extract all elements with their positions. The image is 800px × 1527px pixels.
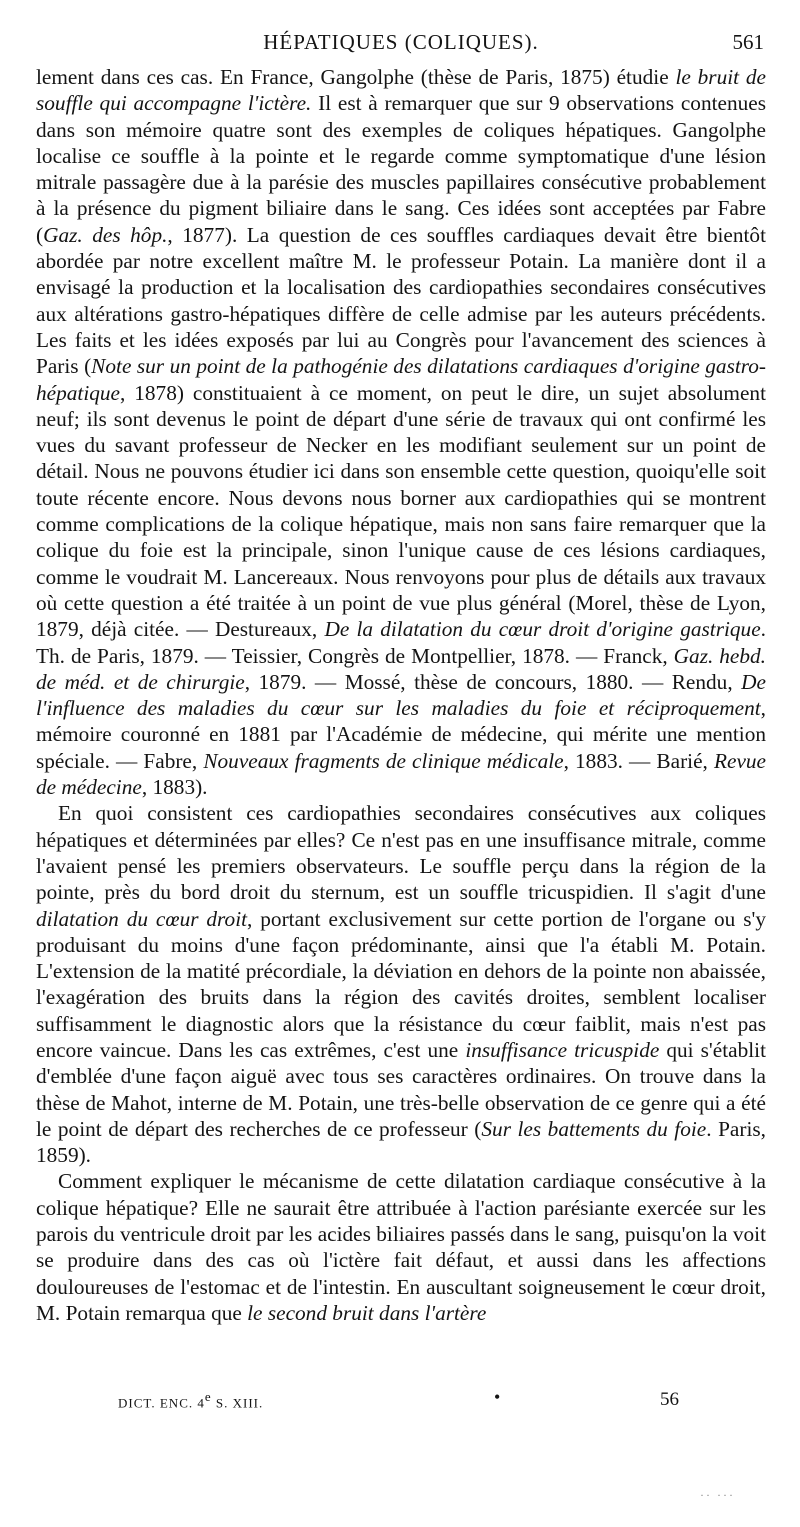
italic-run: dilatation du cœur droit <box>36 906 248 931</box>
italic-run: De l'influence des maladies du cœur sur les maladies du foie et réciproquement <box>36 669 766 721</box>
text-run: , 1878) constituaient à ce moment, on peut le dire, un sujet absolument neuf; ils sont devenus le point de départ d'une série de travaux qui ont confirmé les vues du savant professeur de Necker en les modifiant seulement sur un point de détail. Nous ne pouvons étudier ici dans son ensemble cette question, quoiqu'elle soit toute récente encore. Nous devons nous borner aux cardiopathies qui se montrent comme complications de la colique hépatique, mais non sans faire remarquer que la colique du foie est la principale, sinon l'unique cause de ces lésions cardiaques, comme le voudrait M. Lancereaux. Nous renvoyons pour plus de détails aux travaux où cette question a été traitée à un point de vue plus général (Morel, thèse de Lyon, 1879, déjà citée. — Destureaux, <box>36 380 766 642</box>
text-run: , 1883). <box>141 775 208 800</box>
text-run: Il est à remarquer que sur 9 observations contenues dans son mémoire quatre sont des exemples de coliques hépatiques. Gangolphe localise ce souffle à la pointe et le regarde comme symptomatique d'une lésion mitrale passagère due à la parésie des muscles papillaires consécutive probablement à la présence du pigment biliaire dans le sang. Ces idées sont acceptées par Fabre ( <box>36 91 766 247</box>
document-page <box>36 26 766 1326</box>
body-text <box>36 64 766 1326</box>
text-run: , 1883. — Barié, <box>563 748 714 773</box>
italic-run: Sur les battements du foie <box>481 1116 707 1141</box>
text-run: , portant exclusivement sur cette portion de l'organe ou s'y produisant du moins d'une façon prédominante, ainsi que l'a établi M. Potain. L'extension de la matité précordiale, la déviation en dehors de la pointe non abaissée, l'exagération des bruits dans la région des cavités droites, semblent localiser suffisamment le diagnostic alors que la résistance du cœur faiblit, mais n'est pas encore vaincue. Dans les cas extrêmes, c'est une <box>36 906 766 1062</box>
italic-run: insuffisance tricuspide <box>465 1037 660 1062</box>
signature-dot: • <box>494 1387 501 1407</box>
italic-run: Gaz. hebd. de méd. et de chirurgie <box>36 643 767 694</box>
paragraph <box>36 64 766 800</box>
italic-run: Nouveaux fragments de clinique médicale <box>203 748 564 773</box>
text-run: . Paris, 1859). <box>36 1116 766 1168</box>
italic-run: Gaz. des hôp. <box>43 222 168 247</box>
text-run: . Th. de Paris, 1879. — Teissier, Congrès de Montpellier, 1878. — Franck, <box>36 617 766 668</box>
stray-ink-marks: ·· ··· <box>700 1488 735 1502</box>
italic-run: le bruit de souffle qui accompagne l'ictère. <box>36 65 766 116</box>
printer-signature: DICT. ENC. 4e S. XIII. <box>118 1389 264 1411</box>
text-run: , 1879. — Mossé, thèse de concours, 1880. — Rendu, <box>244 669 742 694</box>
signature-number: 56 <box>660 1389 679 1410</box>
page-footer <box>36 1389 766 1415</box>
text-run: qui s'établit d'emblée d'une façon aiguë avec tous ses caractères ordinaires. On trouve dans la thèse de Mahot, interne de M. Potain, une très-belle observation de ce genre qui a été le point de départ des recherches de ce professeur ( <box>36 1037 766 1141</box>
page-header <box>36 26 766 64</box>
text-run: , mémoire couronné en 1881 par l'Académie de médecine, qui mérite une mention spéciale. — Fabre, <box>36 696 766 773</box>
text-run: lement dans ces cas. En France, Gangolphe (thèse de Paris, 1875) étudie <box>36 65 676 89</box>
running-title: HÉPATIQUES (COLIQUES). <box>263 30 539 54</box>
text-run: Comment expliquer le mécanisme de cette dilatation cardiaque consécutive à la colique hépatique? Elle ne saurait être attribuée à l'action parésiante exercée sur les parois du ventricule droit par les acides biliaires passés dans le sang, puisqu'on la voit se produire dans des cas où l'ictère fait défaut, et aussi dans les affections douloureuses de l'estomac et de l'intestin. En auscultant soigneusement le cœur droit, M. Potain remarqua que <box>36 1169 766 1325</box>
paragraph <box>36 1168 766 1326</box>
text-run: En quoi consistent ces cardiopathies secondaires consécutives aux coliques hépatiques et déterminées par elles? Ce n'est pas en une insuffisance mitrale, comme l'avaient pensé les premiers observateurs. Le souffle perçu dans la région de la pointe, près du bord droit du sternum, est un souffle tricuspidien. Il s'agit d'une <box>36 801 766 905</box>
italic-run: Note sur un point de la pathogénie des dilatations cardiaques d'origine gastro-hépatique <box>36 354 767 405</box>
paragraph <box>36 800 766 1168</box>
italic-run: De la dilatation du cœur droit d'origine gastrique <box>324 617 761 642</box>
italic-run: le second bruit dans l'artère <box>247 1300 487 1325</box>
text-run: , 1877). La question de ces souffles cardiaques devait être bientôt abordée par notre excellent maître M. le professeur Potain. La manière dont il a envisagé la production et la localisation des cardiopathies secondaires consécutives aux altérations gastro-hépatiques diffère de celle admise par les auteurs précédents. Les faits et les idées exposés par lui au Congrès pour l'avancement des sciences à Paris ( <box>36 222 766 379</box>
italic-run: Revue de médecine <box>36 748 766 800</box>
page-number: 561 <box>732 30 764 54</box>
